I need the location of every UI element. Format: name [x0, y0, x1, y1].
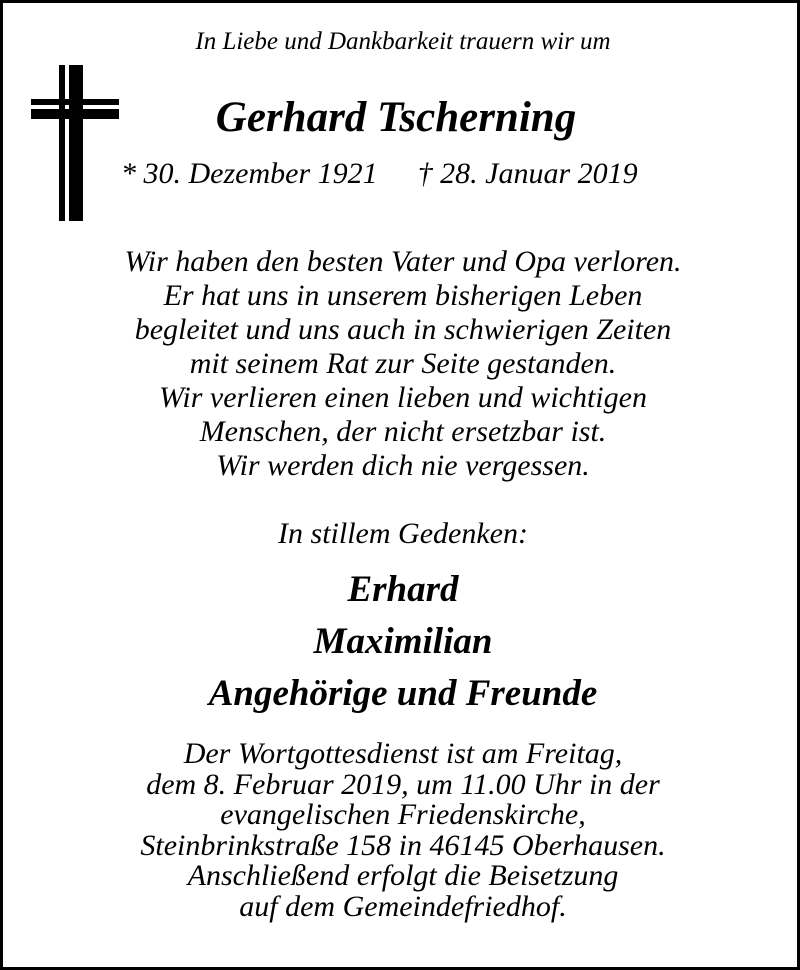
service-line: Der Wortgottesdienst ist am Freitag, [183, 737, 623, 770]
intro-text: In Liebe und Dankbarkeit trauern wir um [195, 28, 611, 55]
mourner-name: Maximilian [313, 621, 493, 662]
poem-line: Wir verlieren einen lieben und wichtigen [159, 381, 647, 414]
poem-line: Wir haben den besten Vater und Opa verloren. [124, 245, 682, 278]
cross-icon [31, 65, 119, 221]
mourner-name: Erhard [347, 569, 459, 610]
life-dates [121, 159, 638, 189]
deceased-name: Gerhard Tscherning [215, 94, 577, 141]
mourners-list [3, 571, 800, 727]
poem-line: begleitet und uns auch in schwierigen Zeiten [134, 313, 672, 346]
mourner-name: Angehörige und Freunde [208, 673, 598, 714]
birth-date: * 30. Dezember 1921 [121, 157, 378, 190]
service-line: evangelischen Friedenskirche, [220, 798, 586, 831]
death-date: † 28. Januar 2019 [417, 157, 638, 190]
poem-line: mit seinem Rat zur Seite gestanden. [189, 347, 617, 380]
poem-line: Menschen, der nicht ersetzbar ist. [199, 415, 607, 448]
poem-line: Er hat uns in unserem bisherigen Leben [163, 279, 643, 312]
service-line: dem 8. Februar 2019, um 11.00 Uhr in der [146, 767, 660, 801]
poem [3, 247, 800, 485]
service-details [3, 739, 800, 922]
service-line: auf dem Gemeindefriedhof. [239, 889, 567, 923]
service-line: Steinbrinkstraße 158 in 46145 Oberhausen. [140, 828, 666, 862]
remembrance-heading: In stillem Gedenken: [278, 517, 528, 550]
poem-line: Wir werden dich nie vergessen. [216, 449, 590, 482]
service-line: Anschließend erfolgt die Beisetzung [187, 859, 619, 892]
